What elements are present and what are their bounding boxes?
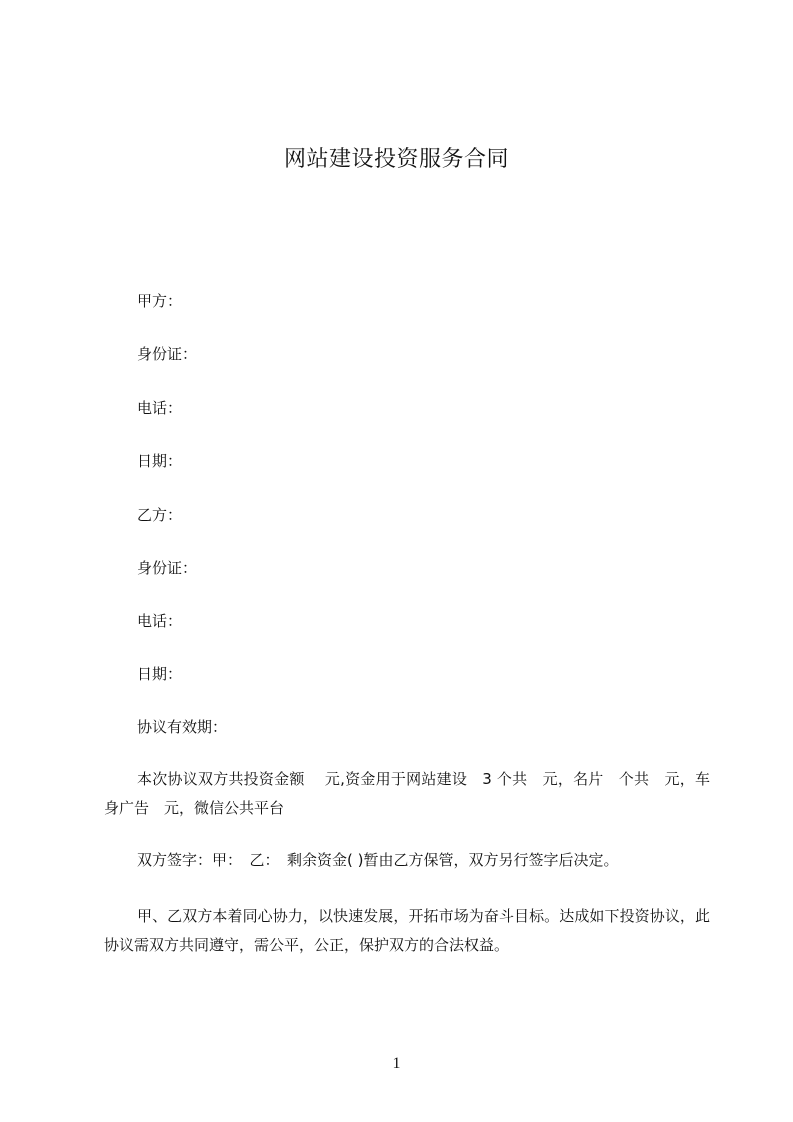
party-a-date-label: 日期： — [137, 452, 183, 470]
party-a-phone-label: 电话： — [137, 399, 183, 417]
signature-line: 双方签字：甲： 乙： 剩余资金( )暂由乙方保管，双方另行签字后决定。 — [137, 851, 619, 869]
party-b-id-label: 身份证： — [137, 559, 198, 577]
party-a-id-label: 身份证： — [137, 345, 198, 363]
agreement-paragraph: 甲、乙双方本着同心协力，以快速发展，开拓市场为奋斗目标。达成如下投资协议，此协议需双方共同遵守，需公平，公正，保护双方的合法权益。 — [104, 907, 710, 954]
party-b-date-label: 日期： — [137, 665, 183, 683]
validity-label: 协议有效期： — [137, 718, 228, 736]
party-b-phone-label: 电话： — [137, 612, 183, 630]
document-title: 网站建设投资服务合同 — [283, 147, 509, 172]
page-number: 1 — [392, 1055, 401, 1072]
party-a-label: 甲方： — [137, 292, 183, 310]
party-b-label: 乙方： — [137, 506, 183, 524]
investment-paragraph: 本次协议双方共投资金额 元,资金用于网站建设 3 个共 元，名片 个共 元，车身广告 元，微信公共平台 — [104, 770, 710, 817]
